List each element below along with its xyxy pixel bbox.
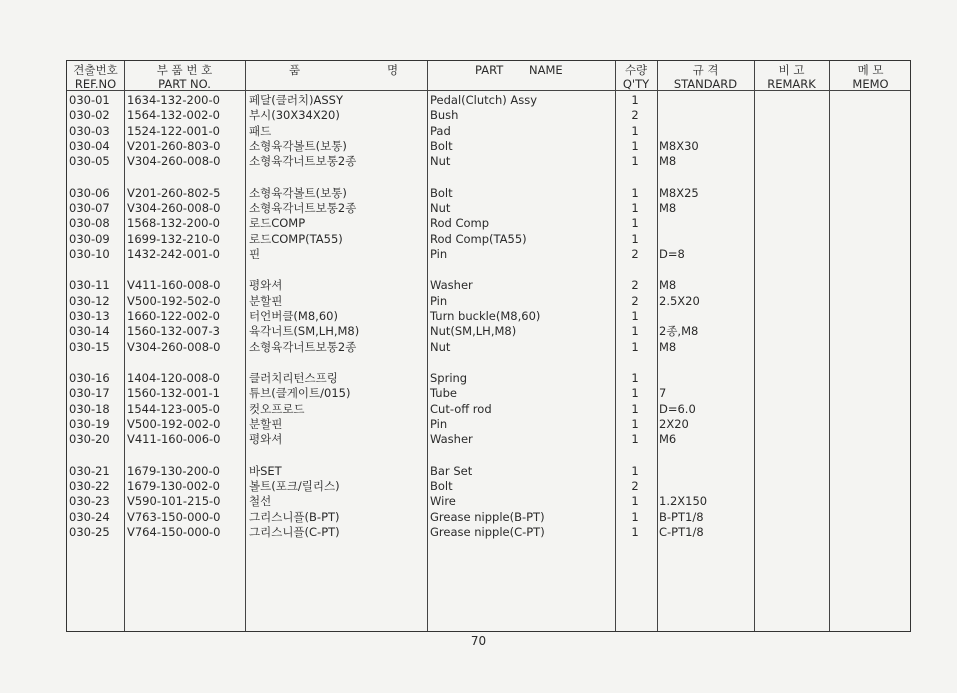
ref-no-cell: 030-05: [69, 154, 110, 169]
standard-cell: D=6.0: [659, 401, 696, 416]
part-name-cell: Pin: [430, 293, 448, 308]
part-no-cell: 1568-132-200-0: [127, 216, 220, 231]
standard-cell: M8: [659, 201, 677, 215]
korean-name-cell: 그리스니플(B-PT): [249, 509, 340, 524]
header-name-ko-1: 품: [289, 63, 301, 77]
qty-cell: 1: [631, 371, 639, 386]
standard-cell: B-PT1/8: [659, 509, 704, 524]
korean-name-cell: 튜브(클게이트/015): [249, 386, 351, 401]
part-name-cell: Tube: [430, 386, 457, 401]
korean-name-cell: 로드COMP(TA55): [249, 231, 343, 246]
part-name-cell: Pedal(Clutch) Assy: [430, 93, 538, 107]
part-name-cell: Nut: [430, 339, 451, 354]
qty-cell: 1: [631, 154, 639, 169]
korean-name-cell: 볼트(포크/릴리스): [249, 479, 340, 494]
header-remark-en: REMARK: [767, 77, 816, 91]
ref-no-cell: 030-11: [69, 278, 110, 293]
korean-name-cell: 터언버클(M8,60): [249, 309, 338, 323]
ref-no-cell: 030-07: [69, 201, 110, 215]
part-name-cell: Grease nipple(C-PT): [430, 525, 545, 539]
korean-name-cell: 패드: [249, 123, 272, 138]
column-divider: [124, 61, 125, 631]
header-remark-ko: 비 고: [778, 63, 805, 77]
header-qty-ko: 수량: [624, 63, 648, 77]
part-name-cell: Pin: [430, 417, 448, 431]
header-part-ko: 부 품 번 호: [156, 63, 213, 77]
standard-cell: 1.2X150: [659, 494, 708, 509]
part-no-cell: V500-192-002-0: [127, 417, 221, 431]
part-no-cell: 1432-242-001-0: [127, 246, 220, 261]
standard-cell: M8X30: [659, 138, 699, 153]
part-name-cell: Cut-off rod: [430, 401, 492, 416]
standard-cell: M8: [659, 154, 677, 169]
part-name-cell: Bar Set: [430, 463, 473, 478]
qty-cell: 1: [631, 93, 639, 107]
part-no-cell: 1699-132-210-0: [127, 231, 220, 246]
part-no-cell: V304-260-008-0: [127, 201, 221, 215]
part-name-cell: Washer: [430, 432, 473, 447]
standard-cell: 2X20: [659, 417, 689, 431]
ref-no-cell: 030-08: [69, 216, 110, 231]
qty-cell: 2: [631, 278, 639, 293]
ref-no-cell: 030-21: [69, 463, 110, 478]
standard-cell: M8: [659, 278, 677, 293]
ref-no-cell: 030-15: [69, 339, 110, 354]
qty-cell: 1: [631, 324, 639, 339]
header-memo-en: MEMO: [852, 77, 889, 91]
standard-cell: M8: [659, 339, 677, 354]
qty-cell: 2: [631, 293, 639, 308]
part-no-cell: V304-260-008-0: [127, 339, 221, 354]
part-no-cell: 1679-130-200-0: [127, 463, 220, 478]
qty-cell: 2: [631, 246, 639, 261]
part-name-cell: Pad: [430, 123, 451, 138]
ref-no-cell: 030-04: [69, 138, 110, 153]
part-name-cell: Bolt: [430, 185, 453, 200]
part-name-cell: Bolt: [430, 138, 453, 153]
standard-cell: M6: [659, 432, 677, 447]
qty-cell: 1: [631, 494, 639, 509]
korean-name-cell: 핀: [249, 246, 261, 261]
part-name-cell: Rod Comp: [430, 216, 490, 231]
ref-no-cell: 030-16: [69, 371, 110, 386]
ref-no-cell: 030-09: [69, 231, 110, 246]
qty-cell: 1: [631, 417, 639, 431]
korean-name-cell: 컷오프로드: [249, 401, 305, 416]
qty-cell: 1: [631, 201, 639, 215]
part-no-cell: 1560-132-001-1: [127, 386, 220, 401]
ref-no-cell: 030-24: [69, 509, 110, 524]
part-no-cell: 1564-132-002-0: [127, 108, 220, 123]
part-no-cell: V590-101-215-0: [127, 494, 221, 509]
ref-no-cell: 030-25: [69, 525, 110, 539]
qty-cell: 1: [631, 138, 639, 153]
korean-name-cell: 소형육각볼트(보통): [249, 185, 347, 200]
korean-name-cell: 분할핀: [249, 293, 283, 308]
header-part-name-2: NAME: [529, 63, 563, 77]
header-part-en: PART NO.: [158, 77, 211, 91]
column-divider: [245, 61, 246, 631]
part-name-cell: Nut: [430, 154, 451, 169]
header-part-name-1: PART: [475, 63, 504, 77]
part-no-cell: 1660-122-002-0: [127, 309, 220, 323]
qty-cell: 2: [631, 108, 639, 123]
korean-name-cell: 클러치리턴스프링: [249, 371, 338, 386]
standard-cell: D=8: [659, 246, 685, 261]
part-no-cell: V411-160-006-0: [127, 432, 221, 447]
ref-no-cell: 030-06: [69, 185, 110, 200]
ref-no-cell: 030-13: [69, 309, 110, 323]
parts-table: [66, 60, 911, 632]
part-no-cell: V764-150-000-0: [127, 525, 221, 539]
part-name-cell: Turn buckle(M8,60): [430, 309, 541, 323]
standard-cell: 2.5X20: [659, 293, 700, 308]
ref-no-cell: 030-10: [69, 246, 110, 261]
qty-cell: 1: [631, 432, 639, 447]
part-no-cell: V304-260-008-0: [127, 154, 221, 169]
part-name-cell: Bush: [430, 108, 459, 123]
column-divider: [754, 61, 755, 631]
column-divider: [427, 61, 428, 631]
korean-name-cell: 평와셔: [249, 278, 283, 293]
ref-no-cell: 030-17: [69, 386, 110, 401]
korean-name-cell: 부시(30X34X20): [249, 108, 340, 123]
part-no-cell: 1524-122-001-0: [127, 123, 220, 138]
korean-name-cell: 분할핀: [249, 417, 283, 431]
part-no-cell: V763-150-000-0: [127, 509, 221, 524]
part-name-cell: Spring: [430, 371, 468, 386]
qty-cell: 1: [631, 216, 639, 231]
ref-no-cell: 030-12: [69, 293, 110, 308]
ref-no-cell: 030-22: [69, 479, 110, 494]
part-name-cell: Washer: [430, 278, 473, 293]
korean-name-cell: 페달(클러치)ASSY: [249, 93, 344, 107]
qty-cell: 1: [631, 123, 639, 138]
page-number: 70: [470, 634, 487, 648]
header-ref-ko: 견출번호: [73, 63, 118, 77]
ref-no-cell: 030-14: [69, 324, 110, 339]
ref-no-cell: 030-19: [69, 417, 110, 431]
part-no-cell: V201-260-803-0: [127, 138, 221, 153]
korean-name-cell: 평와셔: [249, 432, 283, 447]
qty-cell: 1: [631, 231, 639, 246]
part-name-cell: Wire: [430, 494, 456, 509]
part-name-cell: Pin: [430, 246, 448, 261]
qty-cell: 1: [631, 339, 639, 354]
column-divider: [657, 61, 658, 631]
qty-cell: 1: [631, 309, 639, 323]
part-no-cell: V201-260-802-5: [127, 185, 221, 200]
part-no-cell: 1560-132-007-3: [127, 324, 220, 339]
part-no-cell: V411-160-008-0: [127, 278, 221, 293]
header-standard-ko: 규 격: [692, 63, 719, 77]
korean-name-cell: 소형육각너트보통2종: [249, 201, 357, 215]
korean-name-cell: 소형육각너트보통2종: [249, 154, 357, 169]
part-no-cell: 1404-120-008-0: [127, 371, 220, 386]
ref-no-cell: 030-23: [69, 494, 110, 509]
header-name-ko-2: 명: [387, 63, 399, 77]
part-no-cell: V500-192-502-0: [127, 293, 221, 308]
ref-no-cell: 030-01: [69, 93, 110, 107]
part-no-cell: 1544-123-005-0: [127, 401, 220, 416]
header-ref-en: REF.NO: [74, 77, 117, 91]
part-name-cell: Nut: [430, 201, 451, 215]
qty-cell: 2: [631, 479, 639, 494]
qty-cell: 1: [631, 386, 639, 401]
qty-cell: 1: [631, 185, 639, 200]
part-name-cell: Nut(SM,LH,M8): [430, 324, 517, 339]
ref-no-cell: 030-02: [69, 108, 110, 123]
qty-cell: 1: [631, 509, 639, 524]
header-memo-ko: 메 모: [857, 63, 884, 77]
part-no-cell: 1634-132-200-0: [127, 93, 220, 107]
header-standard-en: STANDARD: [673, 77, 738, 91]
header-qty-en: Q'TY: [622, 77, 650, 91]
standard-cell: 7: [659, 386, 667, 401]
ref-no-cell: 030-20: [69, 432, 110, 447]
part-name-cell: Rod Comp(TA55): [430, 231, 527, 246]
qty-cell: 1: [631, 401, 639, 416]
standard-cell: C-PT1/8: [659, 525, 704, 539]
qty-cell: 1: [631, 463, 639, 478]
korean-name-cell: 바SET: [249, 463, 282, 478]
standard-cell: M8X25: [659, 185, 699, 200]
standard-cell: 2종,M8: [659, 324, 699, 339]
part-no-cell: 1679-130-002-0: [127, 479, 220, 494]
ref-no-cell: 030-18: [69, 401, 110, 416]
korean-name-cell: 소형육각너트보통2종: [249, 339, 357, 354]
column-divider: [829, 61, 830, 631]
korean-name-cell: 그리스니플(C-PT): [249, 525, 340, 539]
qty-cell: 1: [631, 525, 639, 539]
part-name-cell: Bolt: [430, 479, 453, 494]
korean-name-cell: 육각너트(SM,LH,M8): [249, 324, 360, 339]
korean-name-cell: 소형육각볼트(보통): [249, 138, 347, 153]
ref-no-cell: 030-03: [69, 123, 110, 138]
part-name-cell: Grease nipple(B-PT): [430, 509, 545, 524]
korean-name-cell: 로드COMP: [249, 216, 306, 231]
korean-name-cell: 철선: [249, 494, 272, 509]
